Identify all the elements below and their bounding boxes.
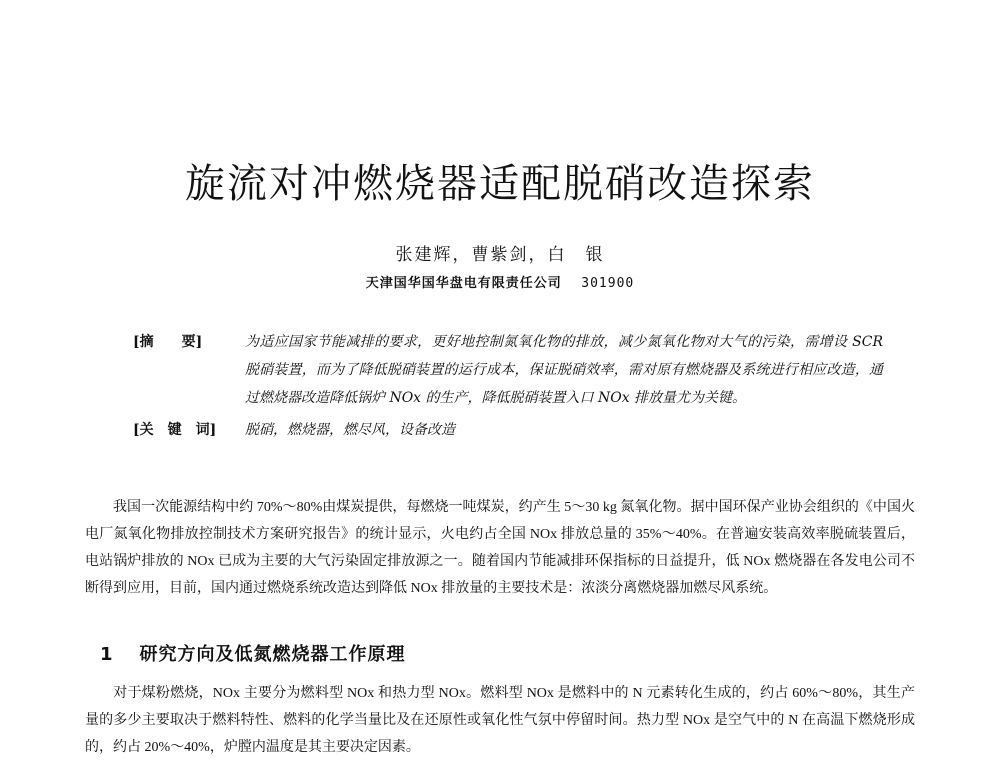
abstract-label: [摘 要]	[133, 334, 203, 350]
section-number: 1	[100, 644, 114, 665]
abstract-block	[133, 328, 883, 444]
section-title: 研究方向及低氮燃烧器工作原理	[139, 644, 406, 665]
keywords-text: 脱硝，燃烧器，燃尽风，设备改造	[245, 422, 455, 438]
section-heading	[100, 640, 406, 666]
affiliation: 天津国华国华盘电有限责任公司	[365, 276, 562, 291]
abstract-row	[133, 328, 883, 412]
abstract-text: 为适应国家节能减排的要求，更好地控制氮氧化物的排放，减少氮氧化物对大气的污染，需增设 SCR 脱硝装置，而为了降低脱硝装置的运行成本，保证脱硝效率，需对原有燃烧器及系统进行相应改造，通过燃烧器改造降低锅炉 NOx 的生产，降低脱硝装置入口 NOx 排放量尤为关键。	[245, 334, 883, 406]
postal-code: 301900	[581, 276, 635, 291]
intro-paragraph-text: 我国一次能源结构中约 70%～80%由煤炭提供，每燃烧一吨煤炭，约产生 5～30 kg 氮氧化物。据中国环保产业协会组织的《中国火电厂氮氧化物排放控制技术方案研究报告》的统计显示，火电约占全国 NOx 排放总量的 35%～40%。在普遍安装高效率脱硫装置后，电站锅炉排放的 NOx 已成为主要的大气污染固定排放源之一。随着国内节能减排环保指标的日益提升，低 NOx 燃烧器在各发电公司不断得到应用，目前，国内通过燃烧系统改造达到降低 NOx 排放量的主要技术是：浓淡分离燃烧器加燃尽风系统。	[85, 500, 915, 596]
affiliation-line	[0, 272, 1000, 291]
intro-paragraph	[85, 494, 915, 602]
keywords-label: [关 键 词]	[133, 422, 217, 438]
keywords-row	[133, 416, 883, 444]
section-paragraph	[85, 680, 915, 761]
section-paragraph-text: 对于煤粉燃烧，NOx 主要分为燃料型 NOx 和热力型 NOx。燃料型 NOx 是燃料中的 N 元素转化生成的，约占 60%～80%，其生产量的多少主要取决于燃料特性、燃料的化学当量比及在还原性或氧化性气氛中停留时间。热力型 NOx 是空气中的 N 在高温下燃烧形成的，约占 20%～40%，炉膛内温度是其主要决定因素。	[85, 686, 915, 755]
paper-authors: 张建辉，曹紫剑，白 银	[395, 245, 605, 265]
paper-title: 旋流对冲燃烧器适配脱硝改造探索	[185, 161, 815, 207]
